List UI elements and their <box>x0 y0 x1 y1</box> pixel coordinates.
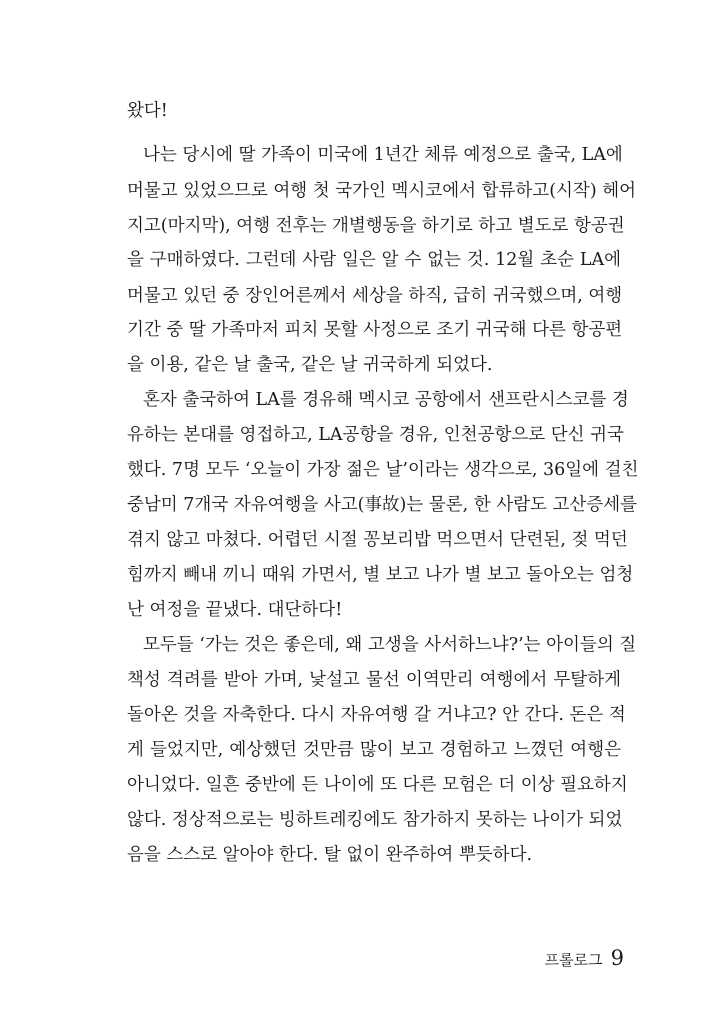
text-line: 힘까지 빼내 끼니 때워 가면서, 별 보고 나가 별 보고 돌아오는 엄청 <box>127 565 634 585</box>
text-line: 을 이용, 같은 날 출국, 같은 날 귀국하게 되었다. <box>127 355 493 375</box>
text-line: 왔다! <box>127 101 168 121</box>
section-title: 프롤로그 <box>544 951 603 969</box>
text-line: 했다. 7명 모두 ‘오늘이 가장 젊은 날’이라는 생각으로, 36일에 걸친 <box>127 460 639 480</box>
text-line: 돌아온 것을 자축한다. 다시 자유여행 갈 거냐고? 안 간다. 돈은 적 <box>127 705 626 725</box>
text-line: 책성 격려를 받아 가며, 낯설고 물선 이역만리 여행에서 무탈하게 <box>127 670 621 690</box>
text-line: 않다. 정상적으로는 빙하트레킹에도 참가하지 못하는 나이가 되었 <box>127 810 623 830</box>
text-line: 머물고 있던 중 장인어른께서 세상을 하직, 급히 귀국했으며, 여행 <box>127 286 623 306</box>
text-line: 음을 스스로 알아야 한다. 탈 없이 완주하여 뿌듯하다. <box>127 845 533 865</box>
text-line: 난 여정을 끝냈다. 대단하다! <box>127 600 343 620</box>
page-footer <box>545 946 624 970</box>
text-line: 아니었다. 일흔 중반에 든 나이에 또 다른 모험은 더 이상 필요하지 <box>127 775 628 795</box>
text-line: 중남미 7개국 자유여행을 사고(事故)는 물론, 한 사람도 고산증세를 <box>127 495 638 515</box>
text-line: 유하는 본대를 영접하고, LA공항을 경유, 인천공항으로 단신 귀국 <box>127 425 624 445</box>
text-line: 머물고 있었으므로 여행 첫 국가인 멕시코에서 합류하고(시작) 헤어 <box>127 181 637 201</box>
text-line: 을 구매하였다. 그런데 사람 일은 알 수 없는 것. 12월 초순 LA에 <box>127 250 621 270</box>
text-line: 겪지 않고 마쳤다. 어렵던 시절 꽁보리밥 먹으면서 단련된, 젖 먹던 <box>127 530 628 550</box>
page-number: 9 <box>610 946 624 970</box>
text-line: 나는 당시에 딸 가족이 미국에 1년간 체류 예정으로 출국, LA에 <box>143 145 623 165</box>
text-line: 혼자 출국하여 LA를 경유해 멕시코 공항에서 샌프란시스코를 경 <box>143 390 629 410</box>
text-line: 지고(마지막), 여행 전후는 개별행동을 하기로 하고 별도로 항공권 <box>127 216 625 236</box>
text-line: 기간 중 딸 가족마저 피치 못할 사정으로 조기 귀국해 다른 항공편 <box>127 320 623 340</box>
text-line: 게 들었지만, 예상했던 것만큼 많이 보고 경험하고 느꼈던 여행은 <box>127 740 621 760</box>
text-line: 모두들 ‘가는 것은 좋은데, 왜 고생을 사서하느냐?’는 아이들의 질 <box>143 635 637 655</box>
